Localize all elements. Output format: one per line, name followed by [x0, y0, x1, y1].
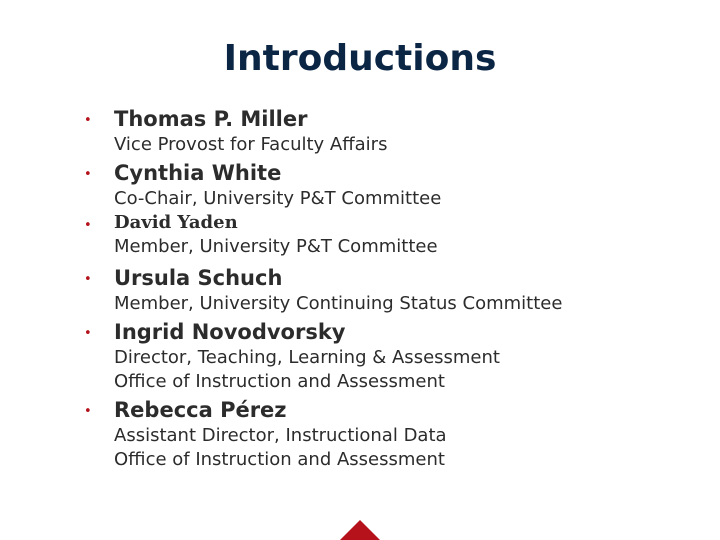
person-role: Director, Teaching, Learning & Assessment — [114, 347, 500, 368]
person-name: Ursula Schuch — [114, 266, 283, 290]
triangle-icon — [340, 520, 380, 540]
person-role: Co-Chair, University P&T Committee — [114, 188, 442, 209]
person-role: Member, University P&T Committee — [114, 236, 438, 257]
person-office: Office of Instruction and Assessment — [114, 449, 445, 470]
person-role: Vice Provost for Faculty Affairs — [114, 134, 388, 155]
bullet-icon: • — [84, 167, 92, 182]
person-name: David Yaden — [114, 212, 238, 233]
person-name: Thomas P. Miller — [114, 107, 308, 131]
bullet-icon: • — [84, 326, 92, 341]
person-role: Member, University Continuing Status Committee — [114, 293, 563, 314]
person-name: Ingrid Novodvorsky — [114, 320, 346, 344]
bullet-icon: • — [84, 272, 92, 287]
slide-title: Introductions — [223, 38, 497, 79]
list-item — [84, 106, 704, 157]
introductions-list — [84, 106, 704, 472]
bullet-icon: • — [84, 113, 92, 128]
person-office: Office of Instruction and Assessment — [114, 371, 445, 392]
person-name: Rebecca Pérez — [114, 398, 287, 422]
list-item — [84, 211, 704, 259]
bullet-icon: • — [84, 404, 92, 419]
list-item — [84, 319, 704, 394]
list-item — [84, 265, 704, 316]
person-role: Assistant Director, Instructional Data — [114, 425, 447, 446]
person-name: Cynthia White — [114, 161, 282, 185]
list-item — [84, 160, 704, 211]
list-item — [84, 397, 704, 472]
bullet-icon: • — [84, 218, 92, 233]
